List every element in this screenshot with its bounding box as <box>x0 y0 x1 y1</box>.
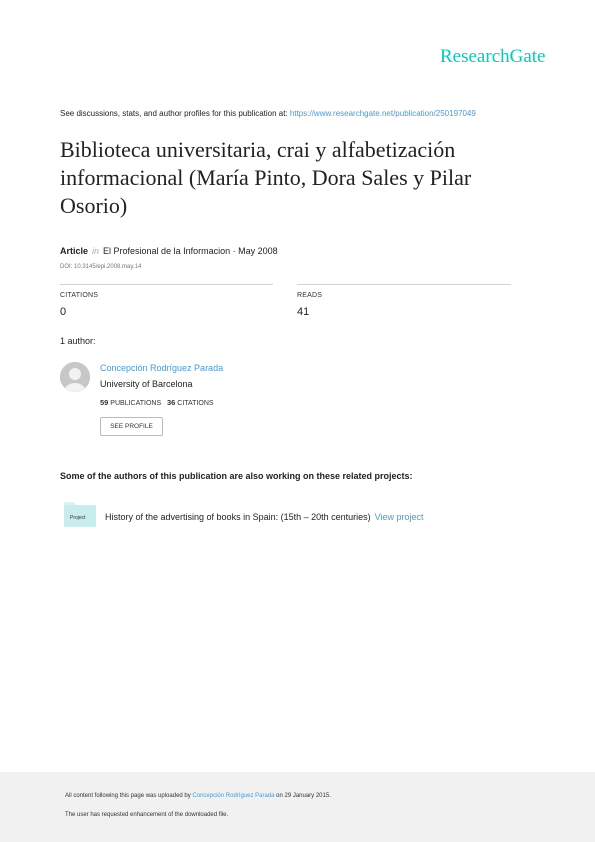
author-publications-label: PUBLICATIONS <box>110 400 162 407</box>
see-profile-button[interactable]: SEE PROFILE <box>100 417 163 436</box>
project-icon-label: Project <box>70 515 86 521</box>
avatar-placeholder-icon[interactable] <box>60 362 90 392</box>
project-title: History of the advertising of books in Spain: (15th – 20th centuries) <box>105 512 371 522</box>
project-folder-shape <box>64 502 96 527</box>
citations-divider <box>60 284 273 285</box>
publication-url-link[interactable]: https://www.researchgate.net/publication/250197049 <box>289 109 476 118</box>
author-institution: University of Barcelona <box>100 379 193 389</box>
view-project-link[interactable]: View project <box>374 512 424 522</box>
author-name-link[interactable]: Concepción Rodríguez Parada <box>100 363 224 373</box>
authors-heading: 1 author: <box>60 336 96 346</box>
project-line <box>105 512 424 522</box>
doi: DOI: 10.3145/epi.2008.may.14 <box>60 264 142 270</box>
publication-title: Biblioteca universitaria, crai y alfabetización informacional (María Pinto, Dora Sales y Pilar Osorio) <box>60 137 472 218</box>
author-publications-count: 59 <box>100 398 109 407</box>
upload-suffix: on 29 January 2015. <box>274 793 331 799</box>
researchgate-logo[interactable]: ResearchGate <box>440 46 546 67</box>
publication-type: Article <box>60 246 89 256</box>
publication-meta <box>60 246 278 256</box>
reads-label: READS <box>297 292 323 299</box>
upload-note <box>65 793 331 799</box>
project-folder-icon[interactable] <box>64 502 96 527</box>
author-citations-count: 36 <box>166 398 176 407</box>
avatar-silhouette-icon <box>60 362 90 392</box>
citations-value: 0 <box>60 306 67 318</box>
in-label: in <box>92 246 100 256</box>
discussions-line <box>60 109 476 118</box>
uploader-link[interactable]: Concepción Rodríguez Parada <box>192 793 275 799</box>
author-citations-label: CITATIONS <box>177 400 214 407</box>
discussions-text: See discussions, stats, and author profiles for this publication at: <box>60 109 290 118</box>
journal-date[interactable]: El Profesional de la Informacion · May 2008 <box>103 246 278 256</box>
author-stats <box>100 398 214 407</box>
reads-value: 41 <box>297 306 310 318</box>
enhancement-note: The user has requested enhancement of the downloaded file. <box>65 812 229 818</box>
footer <box>0 772 595 842</box>
upload-prefix: All content following this page was uploaded by <box>65 793 193 799</box>
citations-label: CITATIONS <box>60 292 99 299</box>
related-projects-heading: Some of the authors of this publication are also working on these related projects: <box>60 471 413 481</box>
reads-divider <box>297 284 511 285</box>
